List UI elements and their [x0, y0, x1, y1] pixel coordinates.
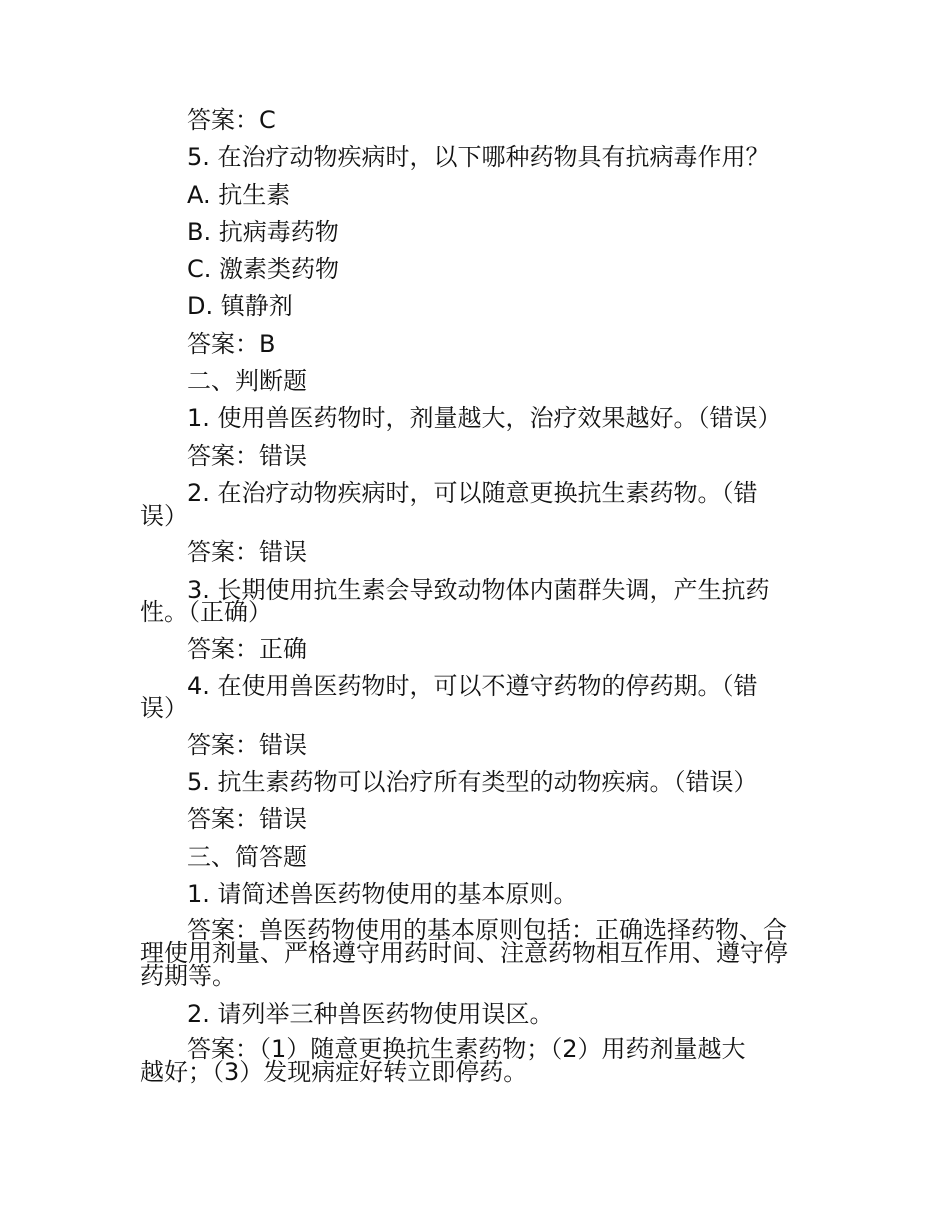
question-mc-5: 5. 在治疗动物疾病时，以下哪种药物具有抗病毒作用？ — [187, 143, 770, 171]
section-heading-true-false: 二、判断题 — [187, 367, 307, 395]
answer-q5: 答案：B — [187, 330, 276, 358]
tf-answer-1: 答案：错误 — [187, 442, 307, 470]
tf-answer-5: 答案：错误 — [187, 805, 307, 833]
answer-q4: 答案：C — [187, 106, 276, 134]
tf-question-4-continued: 误） — [140, 694, 188, 722]
tf-question-1: 1. 使用兽医药物时，剂量越大，治疗效果越好。（错误） — [187, 404, 782, 432]
tf-question-2: 2. 在治疗动物疾病时，可以随意更换抗生素药物。（错 — [187, 479, 758, 507]
sa-question-1: 1. 请简述兽医药物使用的基本原则。 — [187, 880, 578, 908]
option-a: A. 抗生素 — [187, 181, 291, 209]
option-b: B. 抗病毒药物 — [187, 218, 339, 246]
tf-answer-3: 答案：正确 — [187, 635, 307, 663]
sa-answer-1-line-2: 理使用剂量、严格遵守用药时间、注意药物相互作用、遵守停 — [140, 939, 788, 967]
tf-question-5: 5. 抗生素药物可以治疗所有类型的动物疾病。（错误） — [187, 768, 758, 796]
tf-answer-2: 答案：错误 — [187, 538, 307, 566]
sa-answer-2-line-2: 越好；（3）发现病症好转立即停药。 — [140, 1058, 528, 1086]
tf-question-3: 3. 长期使用抗生素会导致动物体内菌群失调，产生抗药 — [187, 576, 770, 604]
tf-question-2-continued: 误） — [140, 502, 188, 530]
tf-question-4: 4. 在使用兽医药物时，可以不遵守药物的停药期。（错 — [187, 672, 758, 700]
section-heading-short-answer: 三、简答题 — [187, 843, 307, 871]
option-c: C. 激素类药物 — [187, 255, 340, 283]
option-d: D. 镇静剂 — [187, 292, 293, 320]
tf-answer-4: 答案：错误 — [187, 731, 307, 759]
sa-answer-1-line-1: 答案：兽医药物使用的基本原则包括：正确选择药物、合 — [187, 916, 787, 944]
sa-answer-2-line-1: 答案：（1）随意更换抗生素药物；（2）用药剂量越大 — [187, 1035, 746, 1063]
sa-question-2: 2. 请列举三种兽医药物使用误区。 — [187, 1000, 554, 1028]
tf-question-3-continued: 性。（正确） — [140, 598, 272, 626]
sa-answer-1-line-3: 药期等。 — [140, 962, 236, 990]
